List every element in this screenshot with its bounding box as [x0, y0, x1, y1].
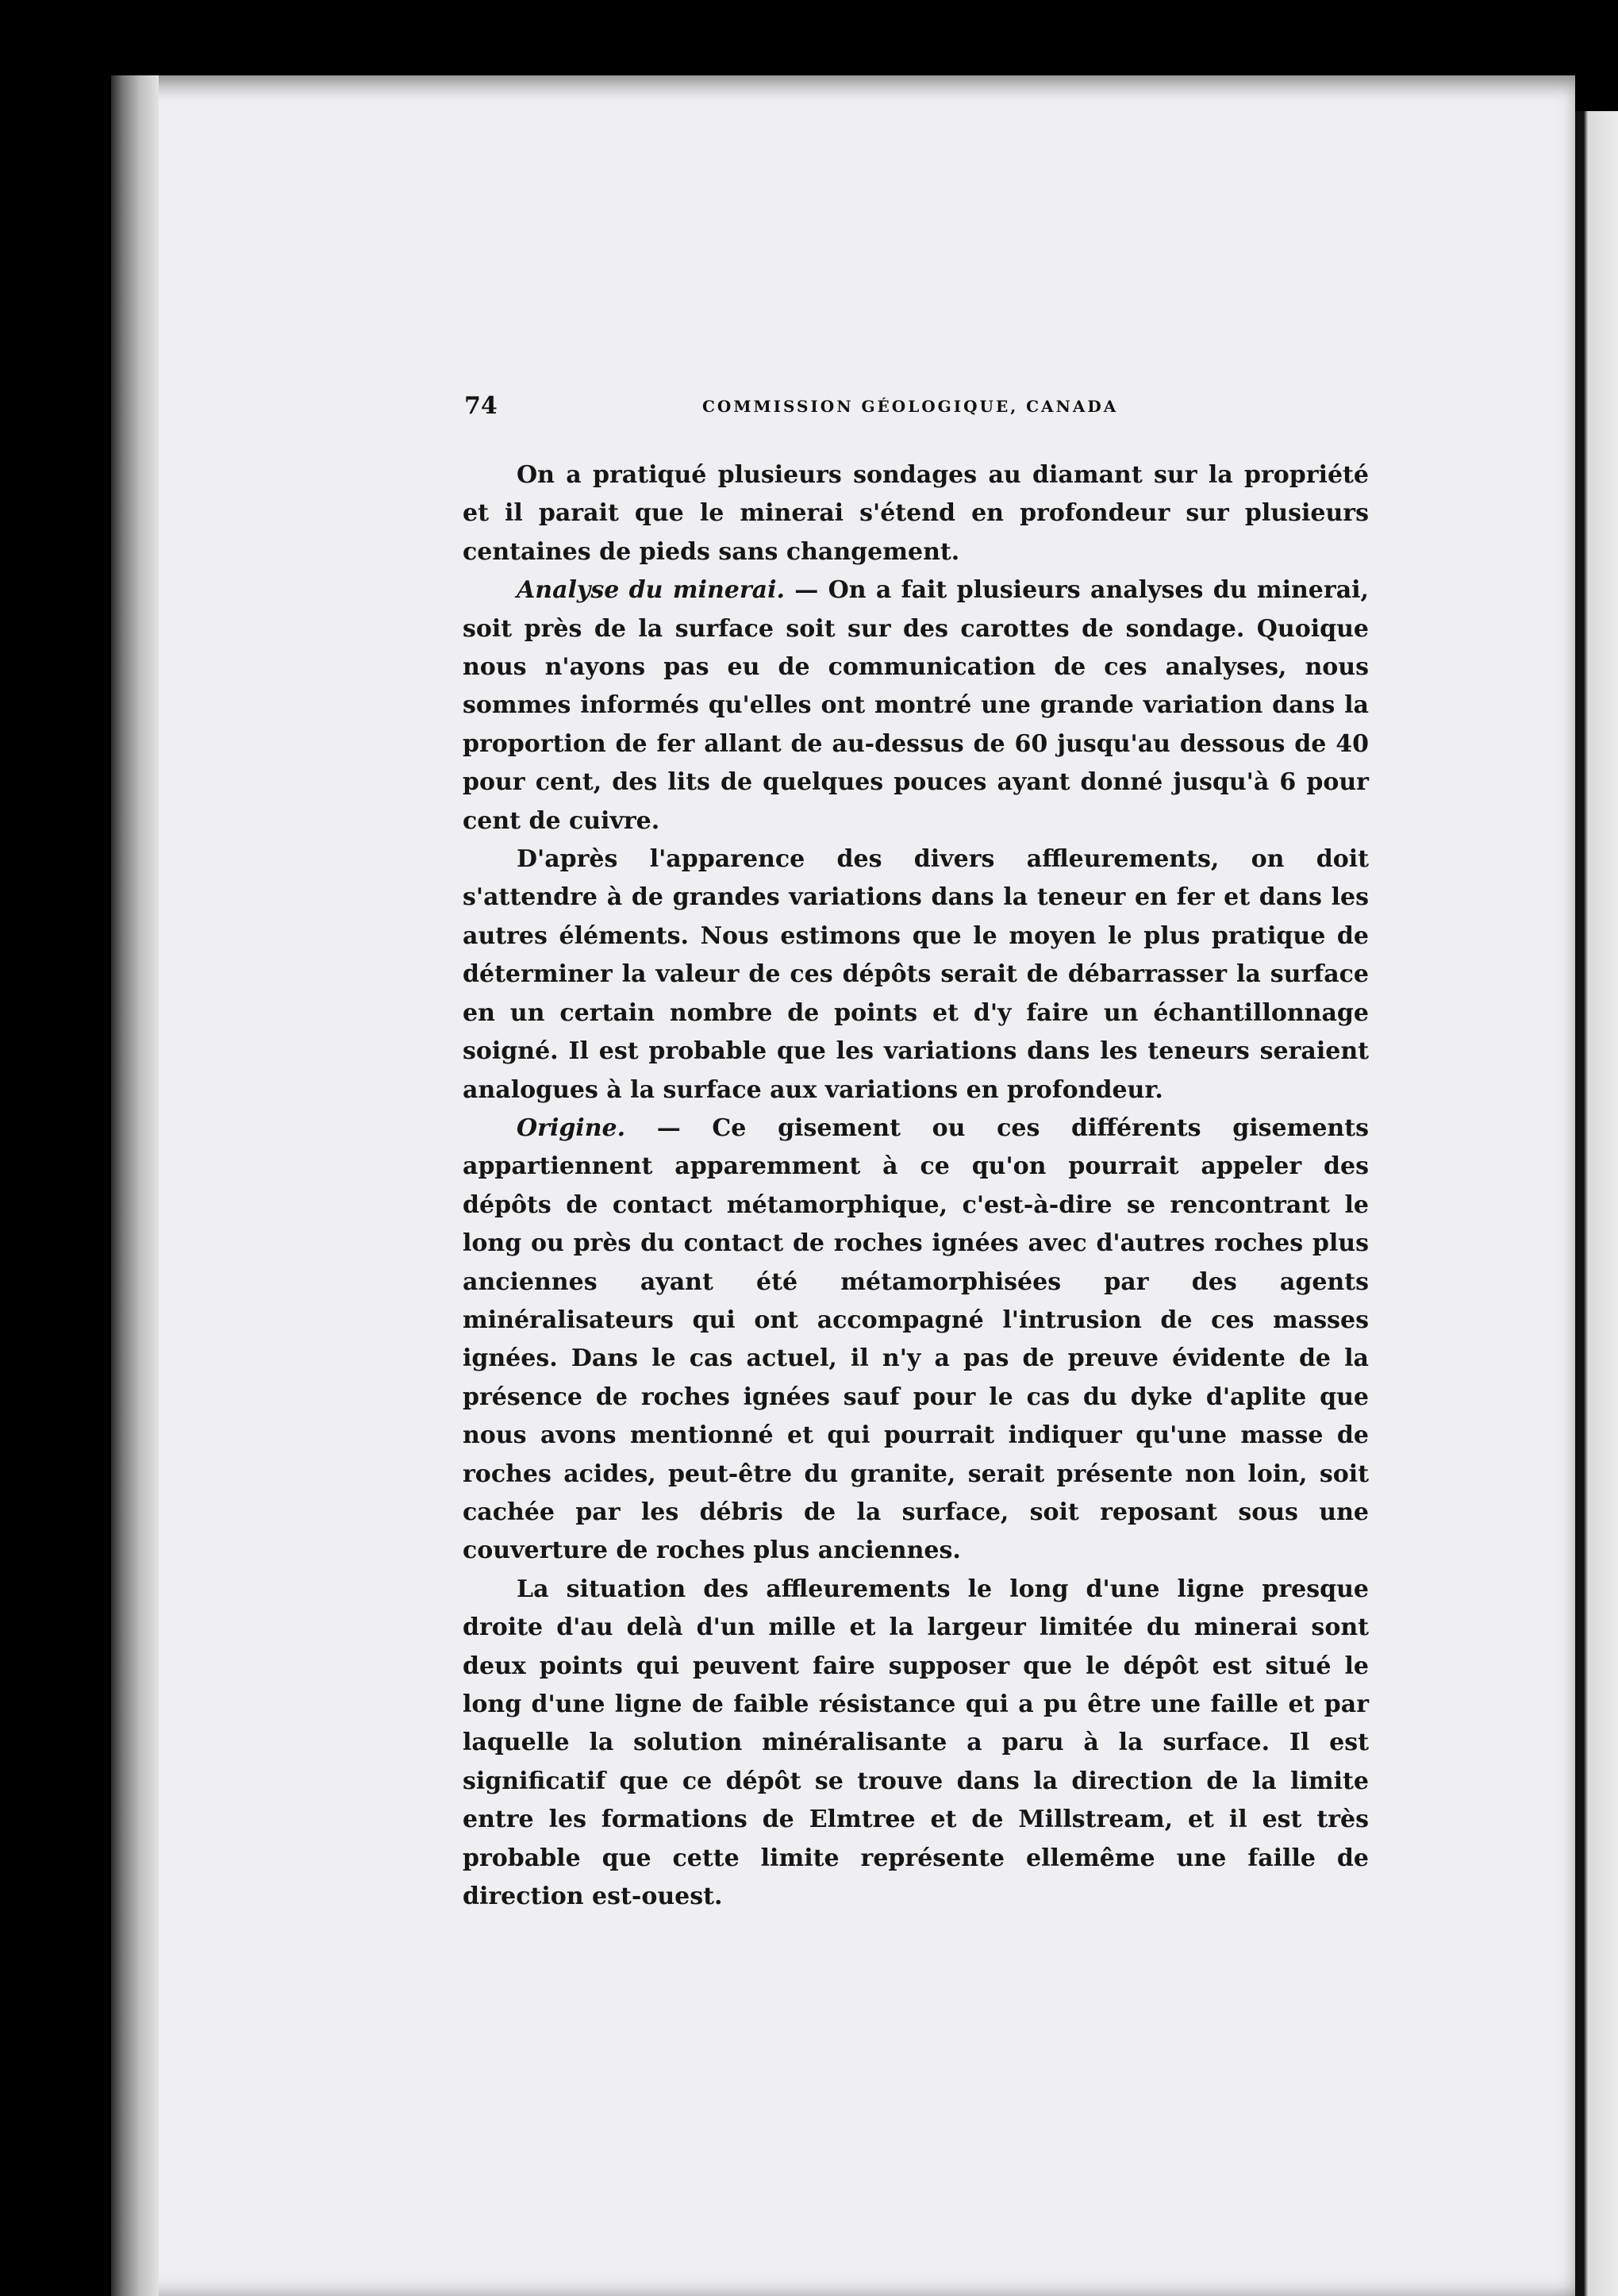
body-text [463, 456, 1369, 1916]
page-header [464, 392, 1369, 424]
paragraph-4-lead: Origine. [517, 1113, 626, 1142]
paragraph-1-text: On a pratiqué plusieurs sondages au diamant sur la propriété et il parait que le minerai s'étend en profondeur sur plusieurs centaines de pieds sans changement. [463, 461, 1369, 566]
paragraph-5-text: La situation des affleurements le long d'une ligne presque droite d'au delà d'un mille et la largeur limitée du minerai sont deux points qui peuvent faire supposer que le dépôt est situé le long d'une ligne de faible résistance qui a pu être une faille et par laquelle la solution minéralisante a paru à la surface. Il est significatif que ce dépôt se trouve dans la direction de la limite entre les formations de Elmtree et de Millstream, et il est très probable que cette limite représente ellemême une faille de direction est-ouest. [463, 1575, 1369, 1911]
paragraph-4-text: — Ce gisement ou ces différents gisements appartiennent apparemment à ce qu'on pourrait appeler des dépôts de contact métamorphique, c'est-à-dire se rencontrant le long ou près du contact de roches ignées avec d'autres roches plus anciennes ayant été métamorphisées par des agents minéralisateurs qui ont accompagné l'intrusion de ces masses ignées. Dans le cas actuel, il n'y a pas de preuve évidente de la présence de roches ignées sauf pour le cas du dyke d'aplite que nous avons mentionné et qui pourrait indiquer qu'une masse de roches acides, peut-être du granite, serait présente non loin, soit cachée par les débris de la surface, soit reposant sous une couverture de roches plus anciennes. [463, 1113, 1369, 1565]
paragraph-3-text: D'après l'apparence des divers affleurements, on doit s'attendre à de grandes variations dans la teneur en fer et dans les autres éléments. Nous estimons que le moyen le plus pratique de déterminer la valeur de ces dépôts serait de débarrasser la surface en un certain nombre de points et d'y faire un échantillonnage soigné. Il est probable que les variations dans les teneurs seraient analogues à la surface aux variations en profondeur. [463, 845, 1369, 1104]
paragraph-3 [463, 840, 1369, 1110]
paragraph-2 [463, 571, 1369, 840]
running-head: COMMISSION GÉOLOGIQUE, CANADA [702, 397, 1119, 416]
binding-shadow [111, 75, 159, 2296]
paragraph-2-lead: Analyse du minerai. [517, 576, 785, 605]
adjacent-page-edge [1575, 111, 1618, 2296]
paragraph-2-text: — On a fait plusieurs analyses du minerai, soit près de la surface soit sur des carottes de sondage. Quoique nous n'ayons pas eu de communication de ces analyses, nous sommes informés qu'elles ont montré une grande variation dans la proportion de fer allant de au-dessus de 60 jusqu'au dessous de 40 pour cent, des lits de quelques pouces ayant donné jusqu'à 6 pour cent de cuivre. [463, 576, 1369, 835]
page-number: 74 [464, 392, 498, 420]
paragraph-5 [463, 1571, 1369, 1917]
paragraph-4 [463, 1110, 1369, 1571]
paragraph-1 [463, 456, 1369, 571]
